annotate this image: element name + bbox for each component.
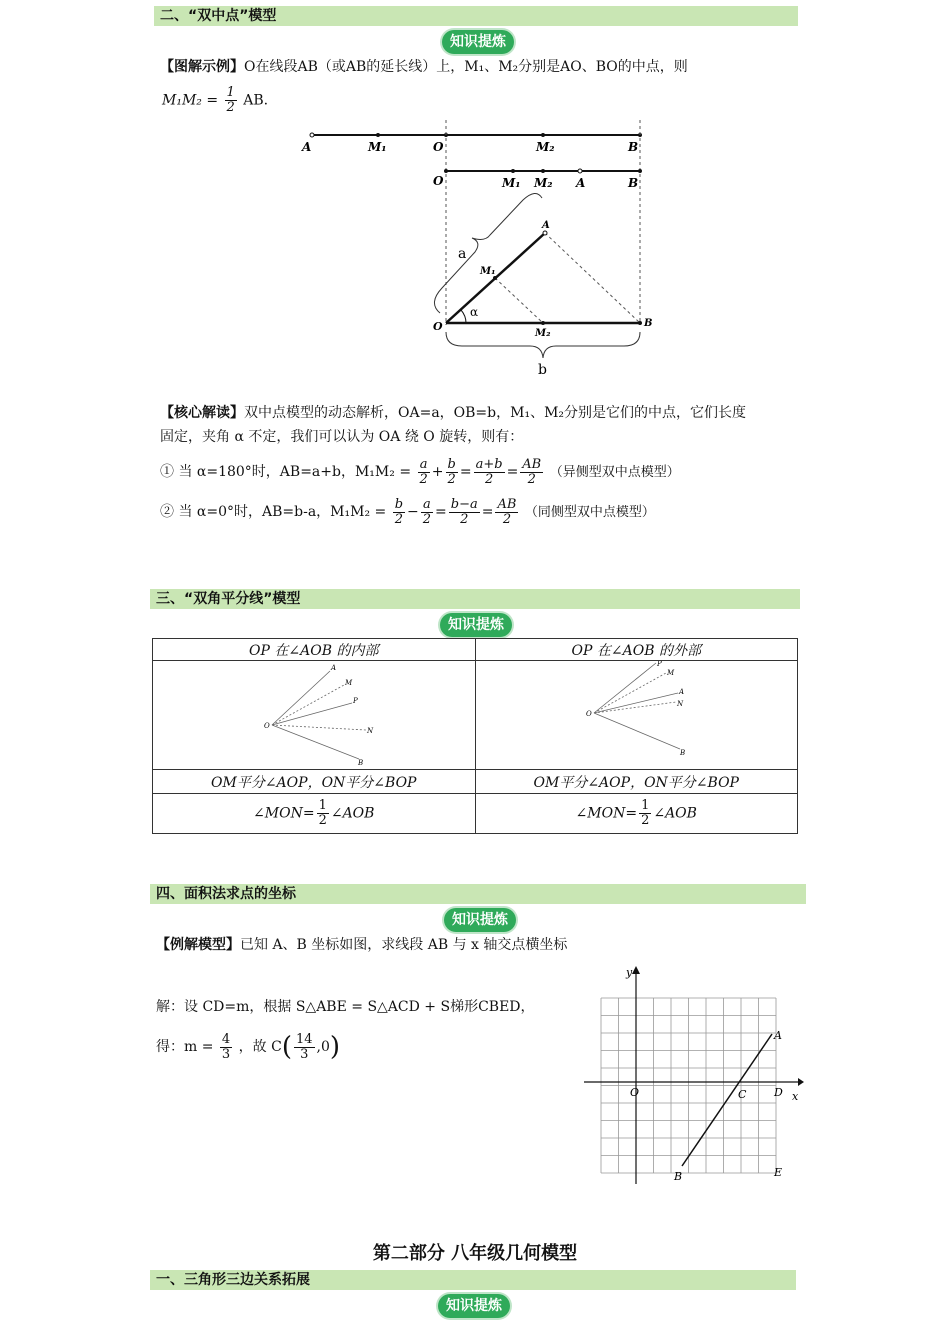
example-label: 【图解示例】 bbox=[160, 59, 244, 75]
case1-note: （异侧型双中点模型） bbox=[549, 465, 680, 480]
label-b: b bbox=[538, 362, 547, 378]
part2-title: 第二部分 八年级几何模型 bbox=[372, 1243, 578, 1264]
sol2-mid: ，故 C bbox=[238, 1039, 282, 1055]
section4-badge: 知识提炼 bbox=[444, 908, 516, 932]
inner-figure-cell bbox=[153, 661, 476, 770]
section2-title: 二、“双中点”模型 bbox=[154, 6, 798, 26]
label-M2-3: M₂ bbox=[535, 328, 551, 339]
outer-A: A bbox=[679, 688, 685, 696]
outer-O: O bbox=[586, 710, 592, 718]
section4-example-label: 【例解模型】 bbox=[156, 937, 240, 953]
label-M2-2: M₂ bbox=[534, 176, 553, 190]
section2-badge: 知识提炼 bbox=[442, 30, 514, 54]
section4-title: 四、面积法求点的坐标 bbox=[150, 884, 806, 904]
frac-m: $\frac{4}{3}$ bbox=[221, 1031, 231, 1062]
case1-prefix: ① 当 α=180°时，AB=a+b，M₁M₂ = bbox=[160, 464, 412, 480]
frac-a-2: $\frac{a}{2}$ bbox=[419, 456, 428, 487]
outer-bisector-figure bbox=[566, 661, 706, 765]
label-O-1: O bbox=[433, 140, 444, 154]
solution-line1: 解：设 CD=m，根据 S△ABE = S△ACD + S梯形CBED， bbox=[156, 999, 535, 1015]
inner-O: O bbox=[263, 722, 270, 730]
section4-example bbox=[156, 934, 567, 956]
label-M1-2: M₁ bbox=[502, 176, 521, 190]
double-midpoint-figure bbox=[290, 120, 670, 382]
sol2-prefix: 得：m = bbox=[156, 1039, 214, 1055]
example-formula-tail: AB. bbox=[243, 92, 269, 109]
label-alpha: α bbox=[470, 305, 479, 319]
label-B-1: B bbox=[628, 140, 639, 154]
label-M2-1: M₂ bbox=[536, 140, 555, 154]
label-A-2: A bbox=[576, 176, 586, 190]
inner-A: A bbox=[330, 664, 336, 672]
inner-P: P bbox=[352, 697, 358, 705]
col1-head: OP 在∠AOB 的内部 bbox=[153, 639, 476, 661]
outer-N: N bbox=[677, 700, 684, 708]
frac-apb-2: $\frac{a+b}{2}$ bbox=[475, 456, 503, 487]
bisector-table bbox=[152, 638, 798, 834]
example-formula-lhs: M₁M₂ = bbox=[162, 92, 219, 109]
frac-AB-2: $\frac{AB}{2}$ bbox=[522, 456, 542, 487]
outer-figure-cell bbox=[475, 661, 798, 770]
frac-AB-2b: $\frac{AB}{2}$ bbox=[497, 496, 517, 527]
core-text1: 双中点模型的动态解析，OA=a，OB=b，M₁、M₂分别是它们的中点，它们长度 bbox=[244, 405, 747, 421]
example-line bbox=[160, 56, 688, 78]
frac-bma-2: $\frac{b-a}{2}$ bbox=[450, 496, 478, 527]
pt-O: O bbox=[630, 1086, 640, 1099]
axis-y: y bbox=[626, 966, 633, 979]
pt-A: A bbox=[774, 1029, 782, 1042]
label-M1-1: M₁ bbox=[368, 140, 387, 154]
label-A-1: A bbox=[302, 140, 312, 154]
section4-example-text: 已知 A、B 坐标如图，求线段 AB 与 x 轴交点横坐标 bbox=[240, 937, 568, 953]
inner-B: B bbox=[357, 759, 363, 765]
inner-bisector-figure bbox=[244, 661, 384, 765]
example-text: O在线段AB（或AB的延长线）上，M₁、M₂分别是AO、BO的中点，则 bbox=[244, 59, 688, 75]
label-A-3: A bbox=[542, 220, 550, 231]
example-formula bbox=[162, 86, 268, 115]
frac-b-2b: $\frac{b}{2}$ bbox=[394, 496, 404, 527]
core-line2: 固定，夹角 α 不定，我们可以认为 OA 绕 O 旋转，则有： bbox=[160, 429, 524, 445]
axis-x: x bbox=[792, 1090, 799, 1103]
inner-row3: ∠MON= $\frac{1}{2}$ ∠AOB bbox=[153, 794, 476, 834]
label-M1-3: M₁ bbox=[480, 266, 496, 277]
case2: ② 当 α=0°时，AB=b-a，M₁M₂ = $\frac{b}{2}$ − $\frac{a}{2}$ = $\frac{b-a}{2}$ = $\frac{AB}{2}$ （同侧型双中点模型） bbox=[160, 496, 655, 527]
case2-prefix: ② 当 α=0°时，AB=b-a，M₁M₂ = bbox=[160, 504, 387, 520]
col2-head: OP 在∠AOB 的外部 bbox=[475, 639, 798, 661]
inner-N: N bbox=[366, 727, 373, 735]
frac-a-2b: $\frac{a}{2}$ bbox=[422, 496, 432, 527]
fraction-half: $\frac{1}{2}$ bbox=[226, 85, 235, 115]
pt-D: D bbox=[774, 1086, 783, 1099]
frac-c: $\frac{14}{3}$ bbox=[295, 1031, 313, 1062]
label-B-3: B bbox=[644, 318, 653, 329]
pt-B: B bbox=[674, 1170, 683, 1183]
part2-section1-title: 一、三角形三边关系拓展 bbox=[150, 1270, 796, 1290]
pt-E: E bbox=[774, 1166, 783, 1179]
core-line1 bbox=[160, 402, 746, 424]
inner-row2: OM平分∠AOP，ON平分∠BOP bbox=[153, 770, 476, 794]
label-O-3: O bbox=[433, 320, 443, 333]
part2-badge: 知识提炼 bbox=[438, 1294, 510, 1318]
outer-B: B bbox=[680, 749, 686, 757]
section3-title: 三、“双角平分线”模型 bbox=[150, 589, 800, 609]
core-label: 【核心解读】 bbox=[160, 405, 244, 421]
case2-note: （同侧型双中点模型） bbox=[524, 505, 655, 520]
frac-b-2: $\frac{b}{2}$ bbox=[447, 456, 456, 487]
coordinate-grid bbox=[584, 962, 804, 1188]
solution-line2: 得：m = $\frac{4}{3}$ ，故 C( $\frac{14}{3}$ ,0) bbox=[156, 1031, 341, 1062]
label-a: a bbox=[458, 246, 467, 262]
outer-row3: ∠MON= $\frac{1}{2}$ ∠AOB bbox=[475, 794, 798, 834]
label-O-2: O bbox=[433, 174, 444, 188]
inner-M: M bbox=[344, 679, 352, 687]
pt-C: C bbox=[738, 1088, 747, 1101]
outer-M: M bbox=[667, 669, 675, 677]
section3-badge: 知识提炼 bbox=[440, 613, 512, 637]
outer-row2: OM平分∠AOP，ON平分∠BOP bbox=[475, 770, 798, 794]
case1: ① 当 α=180°时，AB=a+b，M₁M₂ = $\frac{a}{2}$ + $\frac{b}{2}$ = $\frac{a+b}{2}$ = $\frac{AB}{2}$ （异侧型双中点模型） bbox=[160, 456, 680, 487]
label-B-2: B bbox=[628, 176, 639, 190]
outer-P: P bbox=[657, 661, 662, 668]
